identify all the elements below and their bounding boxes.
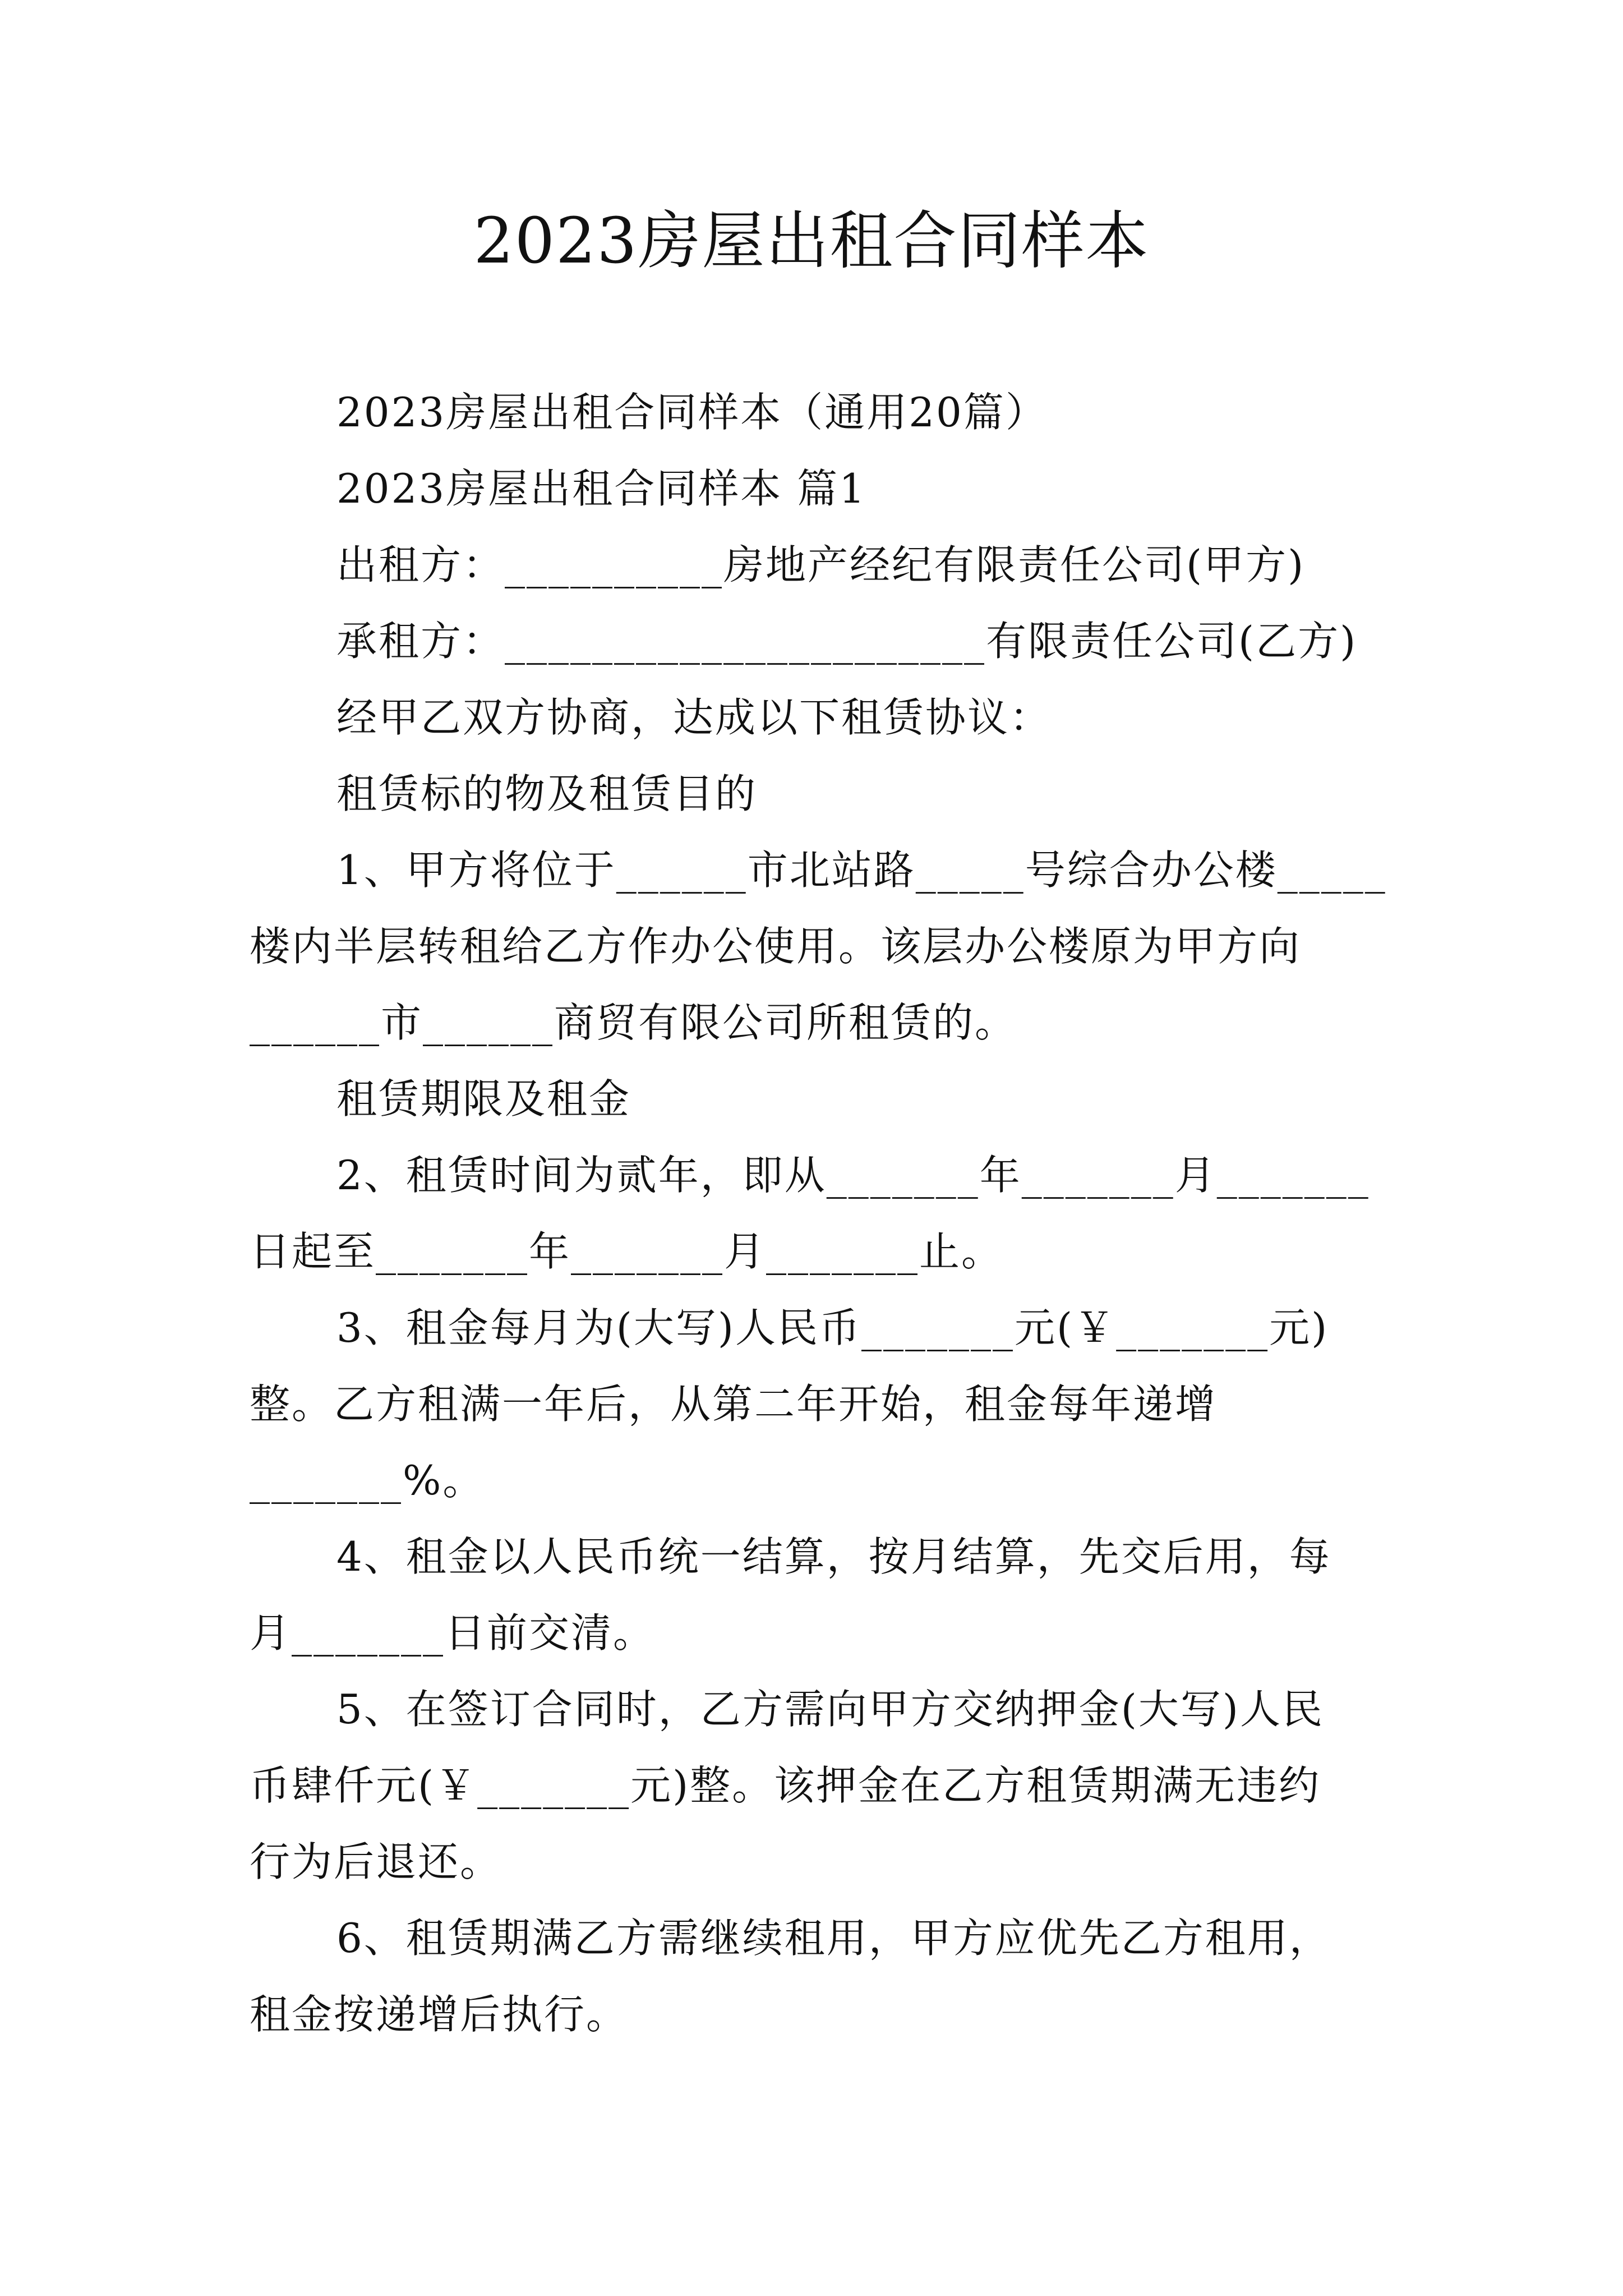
clause-5-line-2: 币肆仟元(￥_______元)整。该押金在乙方租赁期满无违约: [250, 1762, 1321, 1809]
clause-3-line-1: 3、租金每月为(大写)人民币_______元(￥_______元): [336, 1304, 1329, 1351]
clause-5-line-1: 5、在签订合同时，乙方需向甲方交纳押金(大写)人民: [336, 1686, 1324, 1733]
clause-3-line-3: _______%。: [250, 1457, 485, 1504]
clause-1-line-3: ______市______商贸有限公司所租赁的。: [250, 999, 1017, 1046]
document-title: 2023房屋出租合同样本: [473, 205, 1150, 278]
document-subtitle: 2023房屋出租合同样本（通用20篇）: [336, 389, 1048, 436]
clause-4-line-2: 月_______日前交清。: [250, 1609, 656, 1657]
intro-paragraph: 经甲乙双方协商，达成以下租赁协议：: [336, 694, 1052, 741]
lessee-line: 承租方：______________________有限责任公司(乙方): [336, 618, 1358, 665]
section-heading: 2023房屋出租合同样本 篇1: [336, 465, 866, 512]
lessor-line: 出租方：__________房地产经纪有限责任公司(甲方): [336, 541, 1306, 588]
heading-lease-object: 租赁标的物及租赁目的: [336, 770, 758, 817]
clause-5-line-3: 行为后退还。: [250, 1838, 502, 1885]
clause-2-line-2: 日起至_______年_______月_______止。: [250, 1228, 1004, 1275]
clause-6-line-1: 6、租赁期满乙方需继续租用，甲方应优先乙方租用，: [336, 1915, 1331, 1962]
clause-1-line-1: 1、甲方将位于______市北站路_____号综合办公楼_____: [336, 846, 1387, 894]
clause-1-line-2: 楼内半层转租给乙方作办公使用。该层办公楼原为甲方向: [250, 923, 1302, 970]
heading-lease-term: 租赁期限及租金: [336, 1075, 631, 1122]
clause-6-line-2: 租金按递增后执行。: [250, 1991, 629, 2038]
clause-4-line-1: 4、租金以人民币统一结算，按月结算，先交后用，每: [336, 1533, 1331, 1580]
clause-3-line-2: 整。乙方租满一年后，从第二年开始，租金每年递增: [250, 1381, 1218, 1428]
clause-2-line-1: 2、租赁时间为贰年，即从_______年_______月_______: [336, 1152, 1370, 1199]
